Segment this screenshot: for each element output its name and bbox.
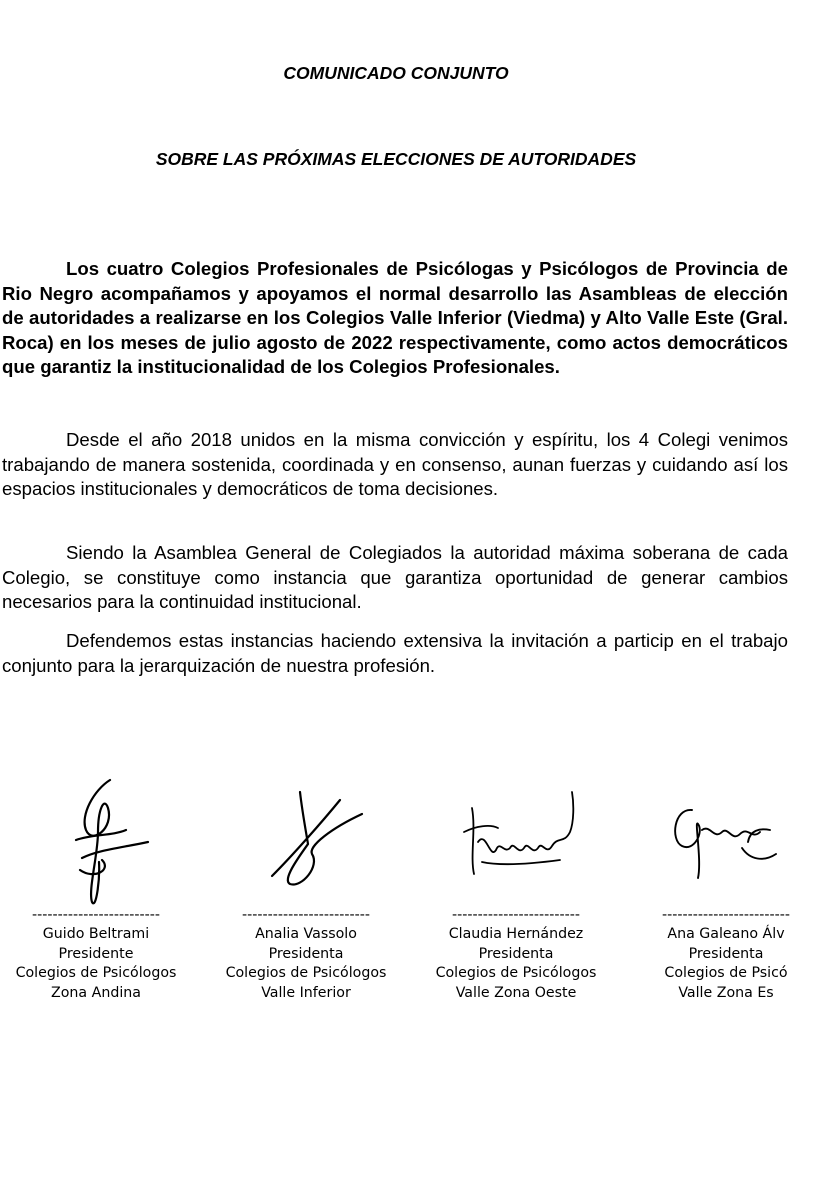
signatory-2 <box>206 906 406 1003</box>
paragraph-4 <box>2 629 788 678</box>
signatory-org: Colegios de Psicólogos <box>15 965 177 982</box>
signatory-org: Colegios de Psicólogos <box>225 965 387 982</box>
signatory-zone: Zona Andina <box>51 984 141 1001</box>
signature-line: ------------------------- <box>242 907 370 923</box>
signature-image-4 <box>630 770 830 915</box>
signatory-3 <box>416 906 616 1003</box>
paragraph-3-text: Siendo la Asamblea General de Colegiados la autoridad máxima soberana de cada Colegio, se constituye como instancia que garantiza oportunidad de generar cambios necesarios para la continuidad institucional. <box>2 542 788 613</box>
signatory-role: Presidenta <box>268 945 344 962</box>
paragraph-1 <box>2 257 788 380</box>
signatory-zone: Valle Zona Oeste <box>455 984 577 1001</box>
signature-line: ------------------------- <box>32 907 160 923</box>
document-title: COMUNICADO CONJUNTO <box>283 63 509 83</box>
signatory-4 <box>626 906 826 1003</box>
signature-line: ------------------------- <box>452 907 580 923</box>
signatory-role: Presidenta <box>688 945 764 962</box>
paragraph-2-text: Desde el año 2018 unidos en la misma convicción y espíritu, los 4 Colegi venimos trabajando de manera sostenida, coordinada y en consenso, aunan fuerzas y cuidando así los espacios institucionales y democráticos de toma decisiones. <box>2 429 788 500</box>
paragraph-2 <box>2 428 788 502</box>
signatory-name: Ana Galeano Álv <box>667 926 785 943</box>
signatory-role: Presidenta <box>478 945 554 962</box>
signatory-name: Claudia Hernández <box>448 926 584 943</box>
signatory-name: Guido Beltrami <box>42 926 150 943</box>
signatory-org: Colegios de Psicólogos <box>435 965 597 982</box>
paragraph-1-text: Los cuatro Colegios Profesionales de Psicólogas y Psicólogos de Provincia de Rio Negro acompañamos y apoyamos el normal desarrollo las Asambleas de elección de autoridades a realizarse en los Colegios Valle Inferior (Viedma) y Alto Valle Este (Gral. Roca) en los meses de julio agosto de 2022 respectivamente, como actos democráticos que garantiz la institucionalidad de los Colegios Profesionales. <box>2 258 788 378</box>
signature-image-3 <box>420 770 620 915</box>
signatory-name: Analia Vassolo <box>255 926 357 943</box>
signature-image-1 <box>2 770 202 915</box>
paragraph-3 <box>2 541 788 615</box>
signature-line: ------------------------- <box>662 907 790 923</box>
signatory-zone: Valle Zona Es <box>678 984 774 1001</box>
signatory-org: Colegios de Psicó <box>664 965 788 982</box>
signatory-role: Presidente <box>58 945 134 962</box>
signatory-1 <box>0 906 196 1003</box>
signature-image-2 <box>212 770 412 915</box>
paragraph-4-text: Defendemos estas instancias haciendo extensiva la invitación a particip en el trabajo conjunto para la jerarquización de nuestra profesión. <box>2 630 788 676</box>
signatory-zone: Valle Inferior <box>261 984 351 1001</box>
document-subtitle: SOBRE LAS PRÓXIMAS ELECCIONES DE AUTORIDADES <box>155 149 637 169</box>
